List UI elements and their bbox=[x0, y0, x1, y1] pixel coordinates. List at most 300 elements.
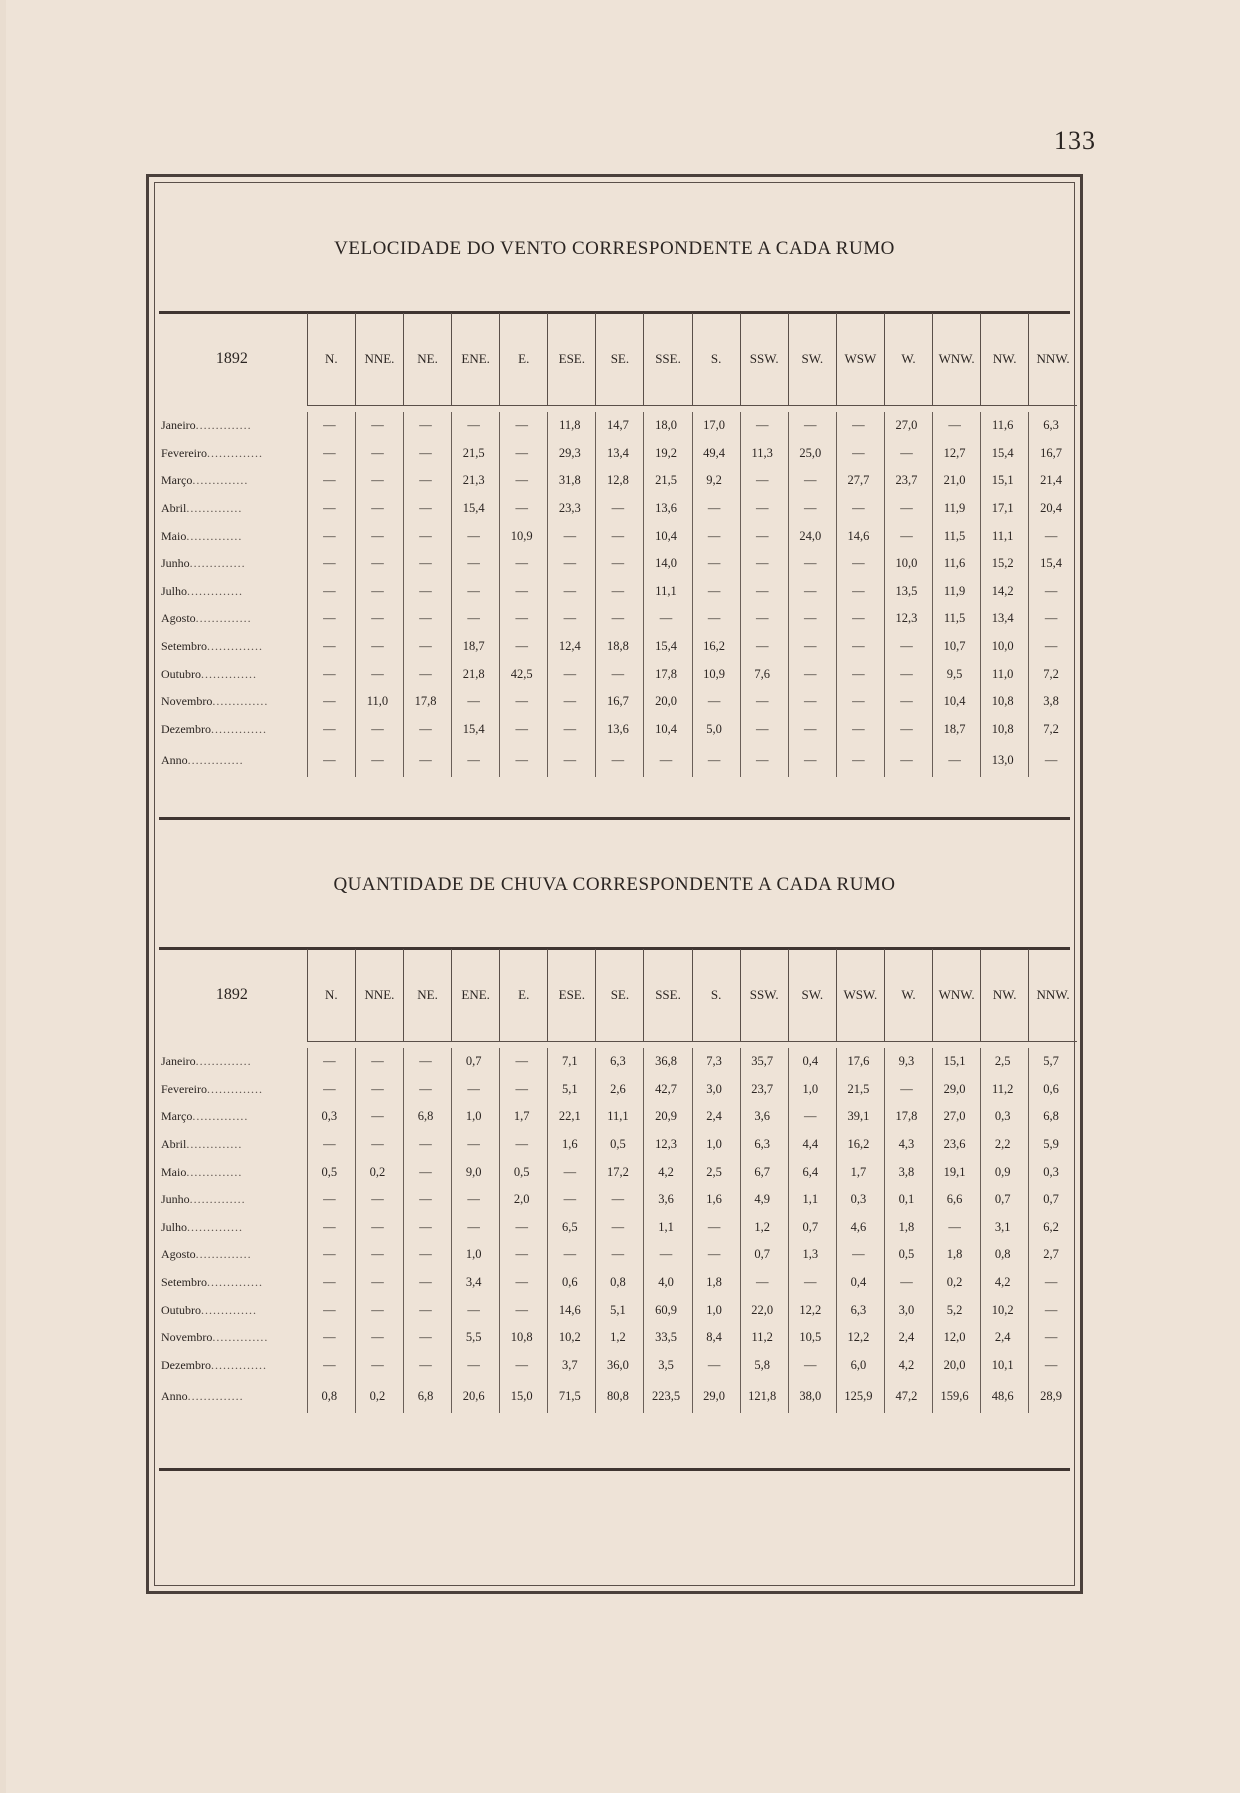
month-name: Julho bbox=[161, 1219, 188, 1234]
value-cell: — bbox=[307, 1324, 355, 1352]
value-cell: — bbox=[740, 633, 788, 661]
value-cell: 17,8 bbox=[644, 660, 692, 688]
value-cell: — bbox=[644, 605, 692, 633]
value-cell: — bbox=[788, 550, 836, 578]
column-header: W. bbox=[884, 949, 932, 1042]
value-cell: — bbox=[452, 688, 500, 716]
value-cell: 11,0 bbox=[355, 688, 403, 716]
value-cell: — bbox=[933, 412, 981, 440]
leader-dots: .............. bbox=[187, 752, 244, 767]
value-cell: — bbox=[404, 1269, 452, 1297]
month-label bbox=[157, 550, 307, 578]
month-row bbox=[157, 1186, 1077, 1214]
value-cell: 7,1 bbox=[548, 1048, 596, 1076]
value-cell: — bbox=[307, 467, 355, 495]
value-cell: 11,1 bbox=[644, 578, 692, 606]
value-cell: 1,7 bbox=[836, 1158, 884, 1186]
value-cell: — bbox=[740, 467, 788, 495]
value-cell: 10,2 bbox=[981, 1296, 1029, 1324]
leader-dots: .............. bbox=[192, 473, 249, 488]
value-cell: — bbox=[548, 688, 596, 716]
value-cell: 1,7 bbox=[500, 1103, 548, 1131]
value-cell: — bbox=[452, 578, 500, 606]
value-cell: — bbox=[548, 1158, 596, 1186]
value-cell: 0,4 bbox=[788, 1048, 836, 1076]
leader-dots: .............. bbox=[207, 639, 263, 654]
value-cell: 17,1 bbox=[981, 495, 1029, 523]
value-cell: — bbox=[548, 1186, 596, 1214]
value-cell: — bbox=[404, 550, 452, 578]
value-cell: — bbox=[307, 1241, 355, 1269]
value-cell: — bbox=[1029, 1324, 1077, 1352]
value-cell: 15,4 bbox=[1029, 550, 1077, 578]
value-cell: 5,9 bbox=[1029, 1131, 1077, 1159]
leader-dots: .............. bbox=[195, 611, 252, 626]
month-row bbox=[157, 1352, 1077, 1380]
page-number: 133 bbox=[1054, 126, 1096, 155]
value-cell: — bbox=[884, 716, 932, 744]
anno-value-cell: — bbox=[355, 743, 403, 777]
value-cell: 15,1 bbox=[981, 467, 1029, 495]
month-label bbox=[157, 633, 307, 661]
value-cell: 10,4 bbox=[644, 716, 692, 744]
column-header: WSW bbox=[836, 313, 884, 406]
value-cell: — bbox=[404, 716, 452, 744]
value-cell: 16,7 bbox=[596, 688, 644, 716]
month-name: Fevereiro bbox=[161, 445, 207, 460]
value-cell: 13,6 bbox=[644, 495, 692, 523]
anno-value-cell: 28,9 bbox=[1029, 1379, 1077, 1413]
anno-value-cell: 159,6 bbox=[933, 1379, 981, 1413]
value-cell: — bbox=[355, 550, 403, 578]
column-header: ENE. bbox=[452, 949, 500, 1042]
month-row bbox=[157, 1241, 1077, 1269]
wind-table-bottom-rule bbox=[159, 817, 1070, 820]
column-header: NW. bbox=[981, 949, 1029, 1042]
value-cell: 20,0 bbox=[644, 688, 692, 716]
value-cell: 12,7 bbox=[933, 440, 981, 468]
value-cell: 17,8 bbox=[404, 688, 452, 716]
value-cell: — bbox=[404, 522, 452, 550]
anno-value-cell: — bbox=[500, 743, 548, 777]
value-cell: 2,0 bbox=[500, 1186, 548, 1214]
column-header: NNW. bbox=[1029, 313, 1077, 406]
value-cell: 12,3 bbox=[884, 605, 932, 633]
value-cell: 20,9 bbox=[644, 1103, 692, 1131]
value-cell: — bbox=[740, 412, 788, 440]
value-cell: — bbox=[404, 1131, 452, 1159]
value-cell: 0,5 bbox=[307, 1158, 355, 1186]
anno-value-cell: — bbox=[307, 743, 355, 777]
value-cell: — bbox=[307, 522, 355, 550]
value-cell: — bbox=[355, 1076, 403, 1104]
value-cell: 5,5 bbox=[452, 1324, 500, 1352]
value-cell: — bbox=[355, 1131, 403, 1159]
value-cell: 27,0 bbox=[933, 1103, 981, 1131]
value-cell: — bbox=[500, 1076, 548, 1104]
value-cell: 0,7 bbox=[788, 1214, 836, 1242]
value-cell: — bbox=[500, 412, 548, 440]
value-cell: 4,6 bbox=[836, 1214, 884, 1242]
value-cell: 15,4 bbox=[644, 633, 692, 661]
month-name: Outubro bbox=[161, 666, 201, 681]
anno-value-cell: 29,0 bbox=[692, 1379, 740, 1413]
value-cell: — bbox=[307, 1296, 355, 1324]
value-cell: — bbox=[788, 1269, 836, 1297]
value-cell: — bbox=[1029, 605, 1077, 633]
value-cell: 3,6 bbox=[644, 1186, 692, 1214]
value-cell: 5,0 bbox=[692, 716, 740, 744]
month-name: Maio bbox=[161, 1164, 187, 1179]
value-cell: 5,1 bbox=[548, 1076, 596, 1104]
column-header: E. bbox=[500, 949, 548, 1042]
value-cell: 15,2 bbox=[981, 550, 1029, 578]
value-cell: 18,7 bbox=[452, 633, 500, 661]
value-cell: — bbox=[692, 1214, 740, 1242]
value-cell: 6,3 bbox=[836, 1296, 884, 1324]
value-cell: 21,5 bbox=[452, 440, 500, 468]
value-cell: 0,6 bbox=[548, 1269, 596, 1297]
value-cell: 10,8 bbox=[500, 1324, 548, 1352]
value-cell: — bbox=[788, 716, 836, 744]
value-cell: 2,4 bbox=[884, 1324, 932, 1352]
anno-row bbox=[157, 1379, 1077, 1413]
month-name: Dezembro bbox=[161, 1357, 211, 1372]
month-name: Abril bbox=[161, 1137, 187, 1152]
value-cell: — bbox=[884, 1076, 932, 1104]
value-cell: — bbox=[404, 440, 452, 468]
value-cell: — bbox=[355, 522, 403, 550]
value-cell: 13,4 bbox=[596, 440, 644, 468]
month-name: Setembro bbox=[161, 1275, 207, 1290]
month-label bbox=[157, 467, 307, 495]
value-cell: — bbox=[740, 550, 788, 578]
column-header: S. bbox=[692, 949, 740, 1042]
anno-value-cell: 48,6 bbox=[981, 1379, 1029, 1413]
month-name: Dezembro bbox=[161, 721, 211, 736]
anno-value-cell: — bbox=[548, 743, 596, 777]
value-cell: 10,0 bbox=[884, 550, 932, 578]
value-cell: 3,6 bbox=[740, 1103, 788, 1131]
value-cell: — bbox=[596, 1214, 644, 1242]
value-cell: — bbox=[1029, 1352, 1077, 1380]
value-cell: 14,6 bbox=[836, 522, 884, 550]
month-row bbox=[157, 1131, 1077, 1159]
value-cell: 0,6 bbox=[1029, 1076, 1077, 1104]
value-cell: — bbox=[548, 605, 596, 633]
value-cell: — bbox=[836, 412, 884, 440]
value-cell: — bbox=[355, 605, 403, 633]
value-cell: — bbox=[452, 1186, 500, 1214]
value-cell: — bbox=[1029, 522, 1077, 550]
month-label bbox=[157, 660, 307, 688]
value-cell: — bbox=[307, 1076, 355, 1104]
value-cell: — bbox=[836, 633, 884, 661]
leader-dots: .............. bbox=[207, 1275, 263, 1290]
value-cell: — bbox=[596, 660, 644, 688]
value-cell: — bbox=[692, 522, 740, 550]
value-cell: 11,9 bbox=[933, 578, 981, 606]
value-cell: 20,0 bbox=[933, 1352, 981, 1380]
value-cell: — bbox=[355, 716, 403, 744]
value-cell: — bbox=[500, 1131, 548, 1159]
value-cell: — bbox=[307, 605, 355, 633]
column-header: ESE. bbox=[548, 949, 596, 1042]
value-cell: — bbox=[836, 660, 884, 688]
value-cell: 0,3 bbox=[1029, 1158, 1077, 1186]
value-cell: 9,0 bbox=[452, 1158, 500, 1186]
value-cell: — bbox=[548, 660, 596, 688]
value-cell: — bbox=[740, 578, 788, 606]
value-cell: — bbox=[355, 467, 403, 495]
value-cell: — bbox=[500, 550, 548, 578]
value-cell: 2,5 bbox=[981, 1048, 1029, 1076]
value-cell: 7,2 bbox=[1029, 716, 1077, 744]
value-cell: 4,3 bbox=[884, 1131, 932, 1159]
month-row bbox=[157, 1296, 1077, 1324]
value-cell: — bbox=[452, 1214, 500, 1242]
value-cell: 6,6 bbox=[933, 1186, 981, 1214]
value-cell: 16,2 bbox=[836, 1131, 884, 1159]
value-cell: — bbox=[740, 688, 788, 716]
value-cell: — bbox=[404, 1186, 452, 1214]
anno-value-cell: — bbox=[404, 743, 452, 777]
value-cell: 13,4 bbox=[981, 605, 1029, 633]
month-name: Março bbox=[161, 1109, 193, 1124]
value-cell: 0,3 bbox=[307, 1103, 355, 1131]
rain-section-title: QUANTIDADE DE CHUVA CORRESPONDENTE A CADA RUMO bbox=[333, 874, 896, 895]
value-cell: 20,4 bbox=[1029, 495, 1077, 523]
value-cell: — bbox=[692, 605, 740, 633]
value-cell: 3,8 bbox=[1029, 688, 1077, 716]
value-cell: 9,3 bbox=[884, 1048, 932, 1076]
value-cell: — bbox=[452, 550, 500, 578]
value-cell: — bbox=[740, 522, 788, 550]
value-cell: 11,5 bbox=[933, 522, 981, 550]
value-cell: 4,2 bbox=[884, 1352, 932, 1380]
column-header: SE. bbox=[596, 949, 644, 1042]
anno-value-cell: — bbox=[788, 743, 836, 777]
value-cell: 0,7 bbox=[740, 1241, 788, 1269]
value-cell: 3,5 bbox=[644, 1352, 692, 1380]
month-name: Maio bbox=[161, 528, 187, 543]
column-header: W. bbox=[884, 313, 932, 406]
value-cell: 11,6 bbox=[981, 412, 1029, 440]
month-label bbox=[157, 1269, 307, 1297]
value-cell: 10,8 bbox=[981, 688, 1029, 716]
month-name: Março bbox=[161, 473, 193, 488]
month-name: Janeiro bbox=[161, 418, 196, 433]
value-cell: 16,2 bbox=[692, 633, 740, 661]
month-label bbox=[157, 1241, 307, 1269]
value-cell: — bbox=[884, 440, 932, 468]
month-name: Setembro bbox=[161, 639, 207, 654]
anno-value-cell: — bbox=[692, 743, 740, 777]
value-cell: 10,2 bbox=[548, 1324, 596, 1352]
value-cell: — bbox=[740, 495, 788, 523]
value-cell: — bbox=[884, 660, 932, 688]
value-cell: 10,4 bbox=[933, 688, 981, 716]
value-cell: — bbox=[1029, 578, 1077, 606]
leader-dots: .............. bbox=[212, 1330, 269, 1345]
value-cell: — bbox=[596, 550, 644, 578]
value-cell: — bbox=[548, 716, 596, 744]
value-cell: 12,2 bbox=[836, 1324, 884, 1352]
value-cell: 11,1 bbox=[981, 522, 1029, 550]
value-cell: 3,0 bbox=[884, 1296, 932, 1324]
value-cell: 6,5 bbox=[548, 1214, 596, 1242]
month-row bbox=[157, 522, 1077, 550]
value-cell: — bbox=[836, 716, 884, 744]
value-cell: 1,2 bbox=[596, 1324, 644, 1352]
value-cell: 39,1 bbox=[836, 1103, 884, 1131]
value-cell: — bbox=[307, 633, 355, 661]
anno-value-cell: 6,8 bbox=[404, 1379, 452, 1413]
value-cell: 15,1 bbox=[933, 1048, 981, 1076]
month-row bbox=[157, 440, 1077, 468]
value-cell: — bbox=[404, 412, 452, 440]
value-cell: — bbox=[307, 495, 355, 523]
month-row bbox=[157, 1269, 1077, 1297]
value-cell: 4,4 bbox=[788, 1131, 836, 1159]
value-cell: — bbox=[884, 495, 932, 523]
anno-name: Anno bbox=[161, 1388, 188, 1403]
month-name: Junho bbox=[161, 556, 190, 571]
value-cell: — bbox=[355, 578, 403, 606]
leader-dots: .............. bbox=[206, 1081, 263, 1096]
value-cell: — bbox=[740, 716, 788, 744]
value-cell: — bbox=[836, 550, 884, 578]
value-cell: — bbox=[307, 716, 355, 744]
value-cell: 10,9 bbox=[500, 522, 548, 550]
leader-dots: .............. bbox=[187, 1219, 244, 1234]
value-cell: 19,1 bbox=[933, 1158, 981, 1186]
value-cell: 14,7 bbox=[596, 412, 644, 440]
value-cell: 0,1 bbox=[884, 1186, 932, 1214]
value-cell: — bbox=[355, 1186, 403, 1214]
month-name: Novembro bbox=[161, 1330, 213, 1345]
column-header: S. bbox=[692, 313, 740, 406]
value-cell: 0,3 bbox=[981, 1103, 1029, 1131]
leader-dots: .............. bbox=[186, 1137, 243, 1152]
value-cell: 2,4 bbox=[692, 1103, 740, 1131]
month-row bbox=[157, 550, 1077, 578]
value-cell: — bbox=[307, 1214, 355, 1242]
month-row bbox=[157, 605, 1077, 633]
value-cell: — bbox=[404, 1076, 452, 1104]
value-cell: 3,0 bbox=[692, 1076, 740, 1104]
value-cell: — bbox=[788, 1352, 836, 1380]
value-cell: — bbox=[307, 412, 355, 440]
value-cell: 3,1 bbox=[981, 1214, 1029, 1242]
value-cell: 1,3 bbox=[788, 1241, 836, 1269]
value-cell: — bbox=[788, 688, 836, 716]
month-name: Agosto bbox=[161, 1247, 196, 1262]
month-row bbox=[157, 578, 1077, 606]
value-cell: 7,3 bbox=[692, 1048, 740, 1076]
value-cell: 0,7 bbox=[1029, 1186, 1077, 1214]
column-header: NNE. bbox=[355, 949, 403, 1042]
value-cell: — bbox=[596, 1241, 644, 1269]
column-header: SSW. bbox=[740, 313, 788, 406]
value-cell: — bbox=[404, 1352, 452, 1380]
column-header: SW. bbox=[788, 313, 836, 406]
month-name: Junho bbox=[161, 1192, 190, 1207]
leader-dots: .............. bbox=[210, 721, 267, 736]
month-label bbox=[157, 1352, 307, 1380]
value-cell: — bbox=[355, 1048, 403, 1076]
anno-value-cell: — bbox=[644, 743, 692, 777]
anno-value-cell: — bbox=[452, 743, 500, 777]
value-cell: 29,0 bbox=[933, 1076, 981, 1104]
value-cell: 12,4 bbox=[548, 633, 596, 661]
leader-dots: .............. bbox=[210, 1357, 267, 1372]
value-cell: 2,2 bbox=[981, 1131, 1029, 1159]
anno-value-cell: 38,0 bbox=[788, 1379, 836, 1413]
value-cell: — bbox=[307, 660, 355, 688]
value-cell: 11,6 bbox=[933, 550, 981, 578]
anno-value-cell: — bbox=[933, 743, 981, 777]
value-cell: 12,8 bbox=[596, 467, 644, 495]
value-cell: 36,8 bbox=[644, 1048, 692, 1076]
value-cell: 23,7 bbox=[884, 467, 932, 495]
month-row bbox=[157, 1076, 1077, 1104]
leader-dots: .............. bbox=[212, 694, 269, 709]
anno-label bbox=[157, 743, 307, 777]
value-cell: 3,8 bbox=[884, 1158, 932, 1186]
value-cell: 18,8 bbox=[596, 633, 644, 661]
value-cell: 7,6 bbox=[740, 660, 788, 688]
month-row bbox=[157, 688, 1077, 716]
value-cell: 0,2 bbox=[933, 1269, 981, 1297]
value-cell: 2,6 bbox=[596, 1076, 644, 1104]
value-cell: 14,2 bbox=[981, 578, 1029, 606]
month-label bbox=[157, 1048, 307, 1076]
value-cell: 21,5 bbox=[644, 467, 692, 495]
column-header: SW. bbox=[788, 949, 836, 1042]
value-cell: — bbox=[692, 550, 740, 578]
value-cell: — bbox=[500, 578, 548, 606]
month-name: Janeiro bbox=[161, 1054, 196, 1069]
value-cell: 17,2 bbox=[596, 1158, 644, 1186]
value-cell: — bbox=[452, 1296, 500, 1324]
value-cell: 12,0 bbox=[933, 1324, 981, 1352]
value-cell: — bbox=[500, 716, 548, 744]
value-cell: — bbox=[836, 1241, 884, 1269]
value-cell: — bbox=[500, 1352, 548, 1380]
value-cell: — bbox=[548, 550, 596, 578]
value-cell: 13,6 bbox=[596, 716, 644, 744]
value-cell: — bbox=[1029, 1296, 1077, 1324]
month-label bbox=[157, 1131, 307, 1159]
value-cell: 17,6 bbox=[836, 1048, 884, 1076]
anno-value-cell: — bbox=[1029, 743, 1077, 777]
value-cell: 11,8 bbox=[548, 412, 596, 440]
value-cell: — bbox=[355, 1296, 403, 1324]
leader-dots: .............. bbox=[187, 583, 244, 598]
value-cell: 21,5 bbox=[836, 1076, 884, 1104]
value-cell: 1,8 bbox=[884, 1214, 932, 1242]
value-cell: — bbox=[692, 578, 740, 606]
value-cell: 22,1 bbox=[548, 1103, 596, 1131]
month-name: Novembro bbox=[161, 694, 213, 709]
value-cell: 11,1 bbox=[596, 1103, 644, 1131]
value-cell: 6,8 bbox=[1029, 1103, 1077, 1131]
value-cell: — bbox=[500, 1214, 548, 1242]
value-cell: 0,5 bbox=[884, 1241, 932, 1269]
value-cell: 6,4 bbox=[788, 1158, 836, 1186]
value-cell: 9,5 bbox=[933, 660, 981, 688]
